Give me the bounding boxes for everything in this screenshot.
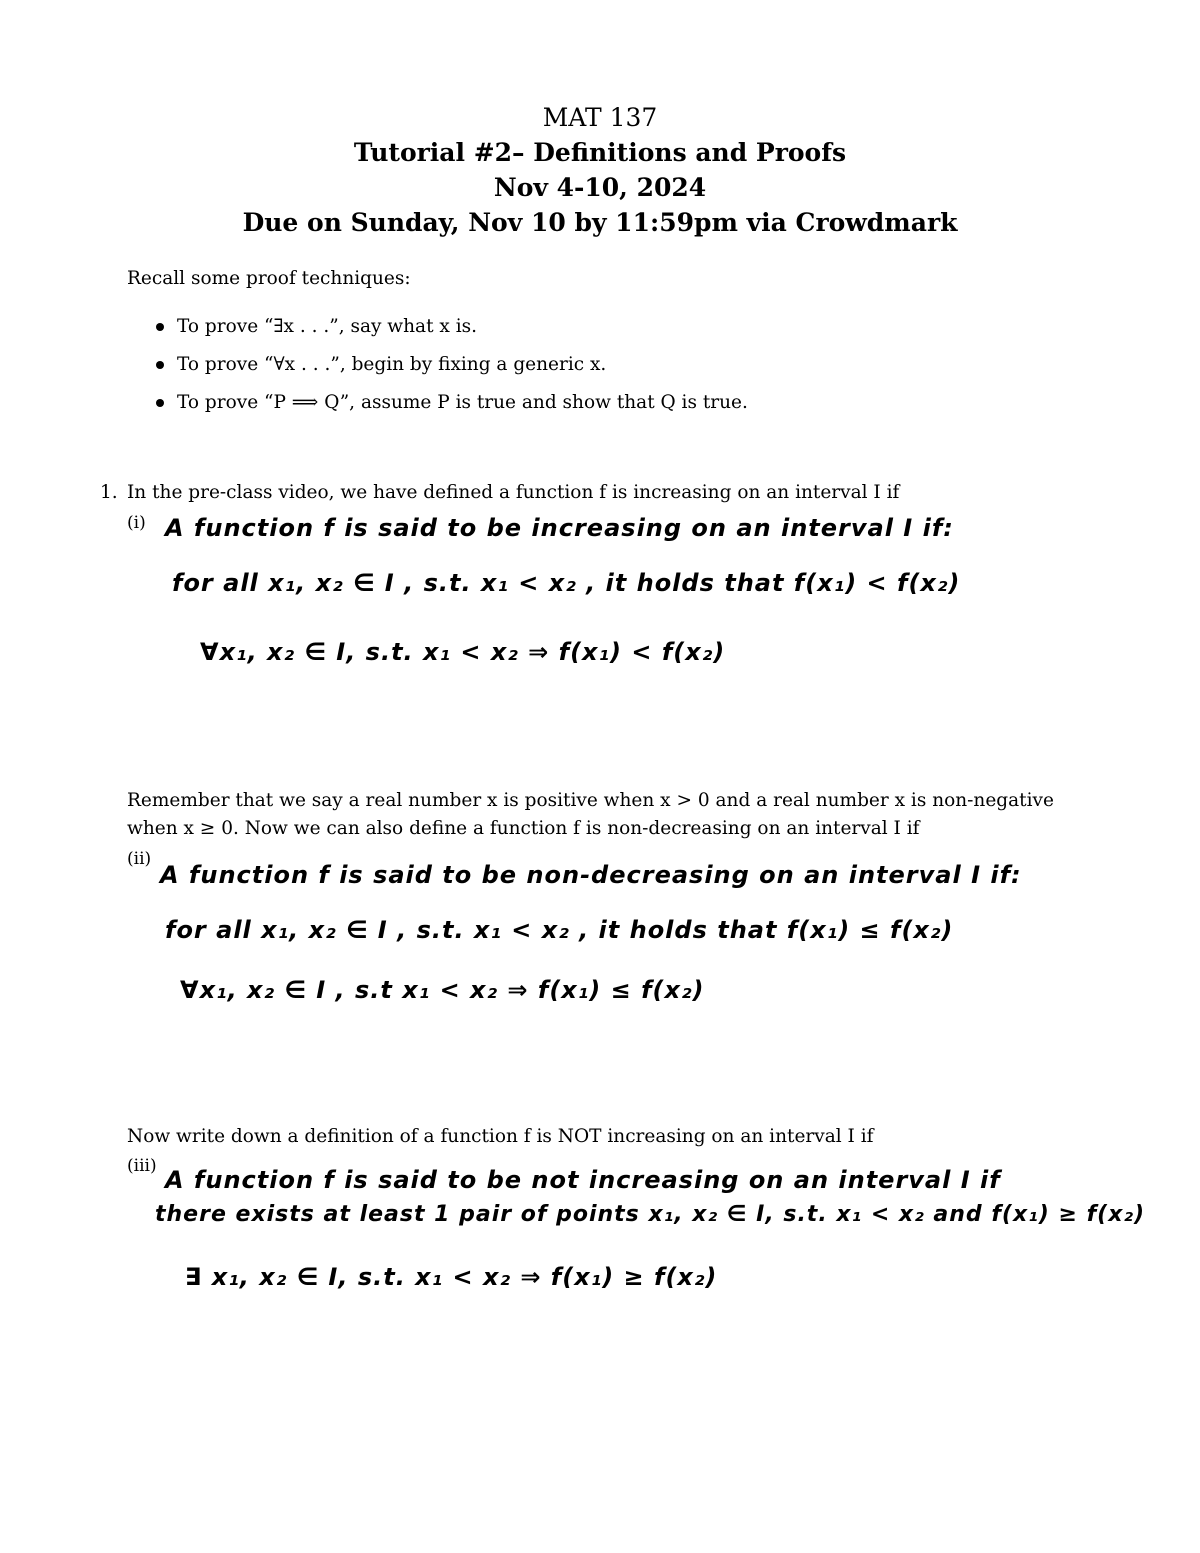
handwritten-answer-ii-line1: A function f is said to be non-decreasing on an interval I if: <box>160 861 1022 889</box>
part-ii-label: (ii) <box>127 849 152 869</box>
bullet-icon <box>156 361 164 369</box>
remember-line-1: Remember that we say a real number x is positive when x > 0 and a real number x is non-negative <box>127 790 1054 811</box>
remember-line-2: when x ≥ 0. Now we can also define a function f is non-decreasing on an interval I if <box>127 818 920 839</box>
handwritten-answer-iii-line2: there exists at least 1 pair of points x₁, x₂ ∈ I, s.t. x₁ < x₂ and f(x₁) ≥ f(x₂) <box>155 1202 1146 1227</box>
handwritten-answer-iii-line3: ∃ x₁, x₂ ∈ I, s.t. x₁ < x₂ ⇒ f(x₁) ≥ f(x₂) <box>185 1263 718 1291</box>
handwritten-answer-i-line1: A function f is said to be increasing on an interval I if: <box>165 514 954 542</box>
handwritten-answer-ii-line3: ∀x₁, x₂ ∈ I , s.t x₁ < x₂ ⇒ f(x₁) ≤ f(x₂) <box>180 976 705 1004</box>
handwritten-answer-i-line3: ∀x₁, x₂ ∈ I, s.t. x₁ < x₂ ⇒ f(x₁) < f(x₂) <box>200 638 726 666</box>
technique-forall: To prove “∀x . . .”, begin by fixing a generic x. <box>177 354 607 375</box>
technique-implication: To prove “P ⟹ Q”, assume P is true and show that Q is true. <box>177 392 748 413</box>
course-title: MAT 137 <box>542 103 658 132</box>
not-increasing-prompt: Now write down a definition of a function f is NOT increasing on an interval I if <box>127 1126 874 1147</box>
part-i-label: (i) <box>127 513 146 533</box>
due-line: Due on Sunday, Nov 10 by 11:59pm via Crowdmark <box>242 208 958 237</box>
date-range: Nov 4-10, 2024 <box>493 173 707 202</box>
part-iii-label: (iii) <box>127 1156 157 1176</box>
bullet-icon <box>156 399 164 407</box>
handwritten-answer-ii-line2: for all x₁, x₂ ∈ I , s.t. x₁ < x₂ , it holds that f(x₁) ≤ f(x₂) <box>165 916 954 944</box>
handwritten-answer-i-line2: for all x₁, x₂ ∈ I , s.t. x₁ < x₂ , it holds that f(x₁) < f(x₂) <box>172 569 961 597</box>
question-number: 1. <box>100 482 118 503</box>
tutorial-title: Tutorial #2– Definitions and Proofs <box>353 138 847 167</box>
intro-text: Recall some proof techniques: <box>127 268 411 289</box>
handwritten-answer-iii-line1: A function f is said to be not increasing on an interval I if <box>165 1166 1001 1194</box>
bullet-icon <box>156 323 164 331</box>
technique-exists: To prove “∃x . . .”, say what x is. <box>177 316 478 337</box>
question-prompt: In the pre-class video, we have defined a function f is increasing on an interval I if <box>127 482 900 503</box>
